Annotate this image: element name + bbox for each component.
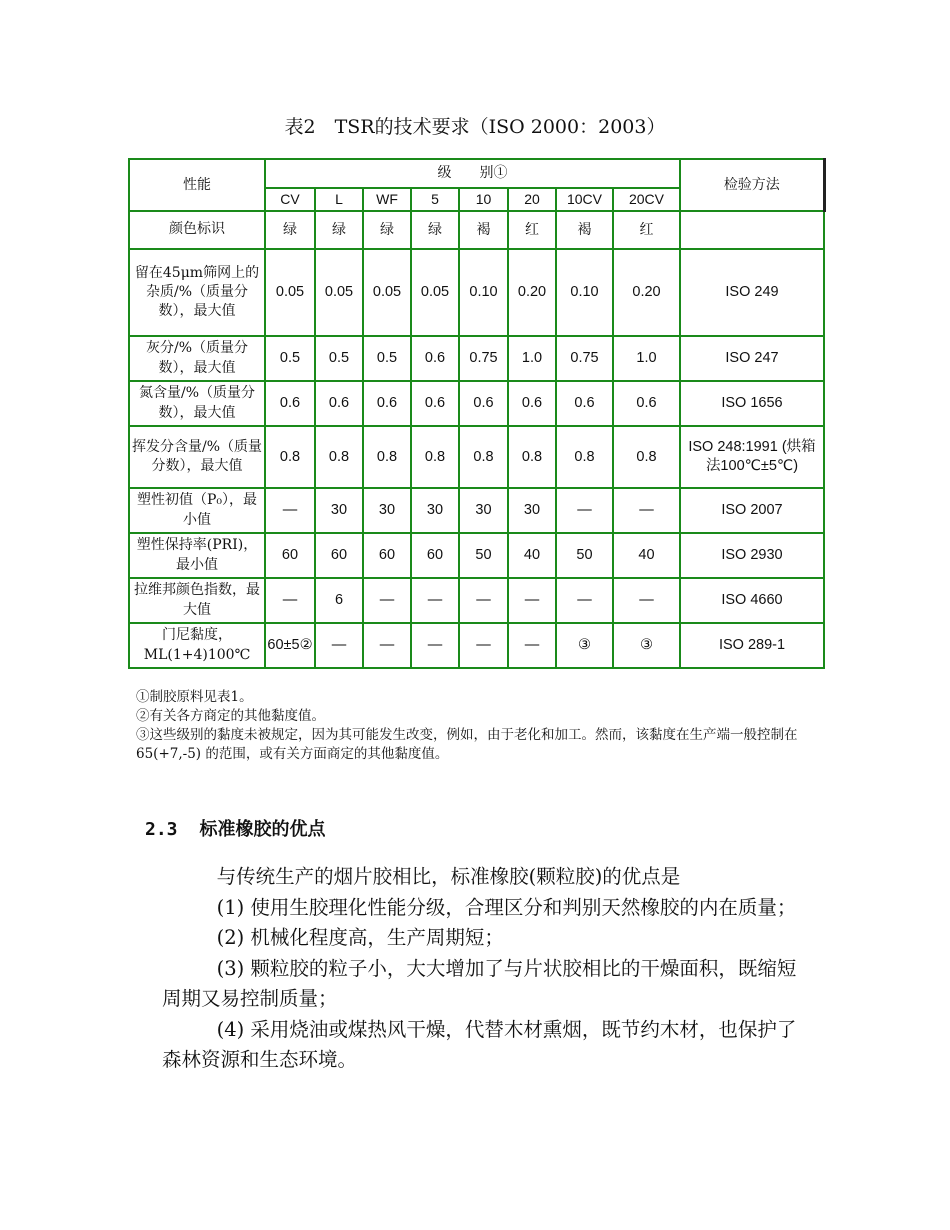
method-cell: ISO 2930	[680, 533, 824, 578]
value-cell: 60	[411, 533, 459, 578]
grade-header: 5	[411, 188, 459, 211]
value-cell: 30	[315, 488, 363, 533]
header-grade-group: 级 别①	[265, 159, 680, 188]
value-cell: 6	[315, 578, 363, 623]
value-cell: 0.6	[315, 381, 363, 426]
value-cell: 绿	[265, 211, 315, 249]
section-body	[162, 862, 814, 1076]
value-cell: 0.8	[315, 426, 363, 488]
value-cell: 0.8	[613, 426, 680, 488]
value-cell: 0.75	[556, 336, 613, 381]
value-cell: —	[363, 623, 411, 668]
value-cell: —	[613, 488, 680, 533]
value-cell: ③	[613, 623, 680, 668]
value-cell: 30	[363, 488, 411, 533]
value-cell: 0.8	[411, 426, 459, 488]
table-row	[129, 336, 824, 381]
value-cell: 0.6	[556, 381, 613, 426]
method-cell: ISO 1656	[680, 381, 824, 426]
note-item: ②有关各方商定的其他黏度值。	[136, 708, 325, 724]
value-cell: 40	[613, 533, 680, 578]
grade-header: L	[315, 188, 363, 211]
table-row	[129, 623, 824, 668]
value-cell: 0.8	[556, 426, 613, 488]
value-cell: 50	[459, 533, 508, 578]
body-paragraph: 与传统生产的烟片胶相比，标准橡胶(颗粒胶)的优点是	[216, 865, 681, 888]
body-paragraph: (1) 使用生胶理化性能分级，合理区分和判别天然橡胶的内在质量；	[216, 895, 797, 919]
value-cell: 1.0	[613, 336, 680, 381]
property-cell: 氮含量/%（质量分数），最大值	[129, 381, 265, 426]
method-cell: ISO 289-1	[680, 623, 824, 668]
value-cell: 0.6	[459, 381, 508, 426]
value-cell: 30	[508, 488, 556, 533]
method-cell: ISO 4660	[680, 578, 824, 623]
value-cell: 60	[315, 533, 363, 578]
grade-header: WF	[363, 188, 411, 211]
value-cell: 60	[265, 533, 315, 578]
value-cell: 0.6	[265, 381, 315, 426]
grade-header: CV	[265, 188, 315, 211]
value-cell: 0.05	[265, 249, 315, 336]
value-cell: 0.6	[363, 381, 411, 426]
value-cell: —	[459, 578, 508, 623]
property-cell: 门尼黏度，ML(1+4)100℃	[129, 623, 265, 668]
value-cell: 0.5	[363, 336, 411, 381]
value-cell: 0.6	[508, 381, 556, 426]
table-row	[129, 249, 824, 336]
value-cell: 0.6	[411, 381, 459, 426]
value-cell: —	[411, 578, 459, 623]
value-cell: 0.5	[315, 336, 363, 381]
value-cell: —	[265, 578, 315, 623]
method-cell: ISO 2007	[680, 488, 824, 533]
section-number: 2.3	[145, 819, 178, 840]
value-cell: 60	[363, 533, 411, 578]
value-cell: 0.10	[459, 249, 508, 336]
value-cell: 30	[459, 488, 508, 533]
body-paragraph: (2) 机械化程度高，生产周期短；	[216, 926, 504, 949]
value-cell: 0.10	[556, 249, 613, 336]
property-cell: 塑性保持率(PRI)，最小值	[129, 533, 265, 578]
table-caption: 表2 TSR的技术要求（ISO 2000：2003）	[284, 116, 666, 138]
value-cell: 红	[613, 211, 680, 249]
section-heading	[145, 815, 326, 841]
method-cell	[680, 211, 824, 249]
property-cell: 拉维邦颜色指数，最大值	[129, 578, 265, 623]
value-cell: —	[556, 578, 613, 623]
section-title: 标准橡胶的优点	[199, 819, 326, 840]
property-cell: 灰分/%（质量分数），最大值	[129, 336, 265, 381]
value-cell: —	[459, 623, 508, 668]
value-cell: 红	[508, 211, 556, 249]
value-cell: —	[556, 488, 613, 533]
table-row	[129, 533, 824, 578]
value-cell: —	[508, 578, 556, 623]
body-paragraph: (3) 颗粒胶的粒子小，大大增加了与片状胶相比的干燥面积，既缩短周期又易控制质量；	[162, 956, 797, 1010]
value-cell: 0.05	[411, 249, 459, 336]
grade-header: 10CV	[556, 188, 613, 211]
body-paragraph: (4) 采用烧油或煤热风干燥，代替木材熏烟，既节约木材，也保护了森林资源和生态环境。	[162, 1017, 797, 1071]
value-cell: —	[363, 578, 411, 623]
value-cell: 绿	[315, 211, 363, 249]
table-row	[129, 488, 824, 533]
header-method: 检验方法	[680, 159, 824, 211]
value-cell: 0.8	[459, 426, 508, 488]
method-cell: ISO 247	[680, 336, 824, 381]
value-cell: —	[265, 488, 315, 533]
value-cell: 0.05	[315, 249, 363, 336]
value-cell: 50	[556, 533, 613, 578]
value-cell: —	[315, 623, 363, 668]
table-row	[129, 211, 824, 249]
value-cell: 0.20	[508, 249, 556, 336]
value-cell: 30	[411, 488, 459, 533]
value-cell: 0.6	[411, 336, 459, 381]
value-cell: 绿	[363, 211, 411, 249]
grade-header: 20CV	[613, 188, 680, 211]
table-row	[129, 426, 824, 488]
property-cell: 挥发分含量/%（质量分数），最大值	[129, 426, 265, 488]
value-cell: 绿	[411, 211, 459, 249]
grade-header: 20	[508, 188, 556, 211]
property-cell: 颜色标识	[129, 211, 265, 249]
header-property: 性能	[129, 159, 265, 211]
value-cell: 0.8	[265, 426, 315, 488]
value-cell: 40	[508, 533, 556, 578]
method-cell: ISO 248:1991 (烘箱法100℃±5℃)	[680, 426, 824, 488]
value-cell: 褐	[556, 211, 613, 249]
table-notes	[136, 688, 826, 764]
property-cell: 塑性初值（P₀），最小值	[129, 488, 265, 533]
value-cell: —	[508, 623, 556, 668]
value-cell: 60±5②	[265, 623, 315, 668]
value-cell: —	[411, 623, 459, 668]
tsr-spec-table	[128, 158, 826, 669]
method-cell: ISO 249	[680, 249, 824, 336]
value-cell: 0.05	[363, 249, 411, 336]
value-cell: 0.5	[265, 336, 315, 381]
grade-header: 10	[459, 188, 508, 211]
value-cell: 1.0	[508, 336, 556, 381]
note-item: ①制胶原料见表1。	[136, 689, 253, 705]
value-cell: 0.75	[459, 336, 508, 381]
value-cell: —	[613, 578, 680, 623]
note-item: ③这些级别的黏度未被规定，因为其可能发生改变，例如，由于老化和加工。然而，该黏度在生产端一般控制在65(+7,-5) 的范围，或有关方面商定的其他黏度值。	[136, 727, 798, 762]
value-cell: ③	[556, 623, 613, 668]
value-cell: 0.8	[508, 426, 556, 488]
value-cell: 0.20	[613, 249, 680, 336]
value-cell: 0.8	[363, 426, 411, 488]
property-cell: 留在45μm筛网上的杂质/%（质量分数），最大值	[129, 249, 265, 336]
value-cell: 褐	[459, 211, 508, 249]
value-cell: 0.6	[613, 381, 680, 426]
table-row	[129, 578, 824, 623]
table-row	[129, 381, 824, 426]
